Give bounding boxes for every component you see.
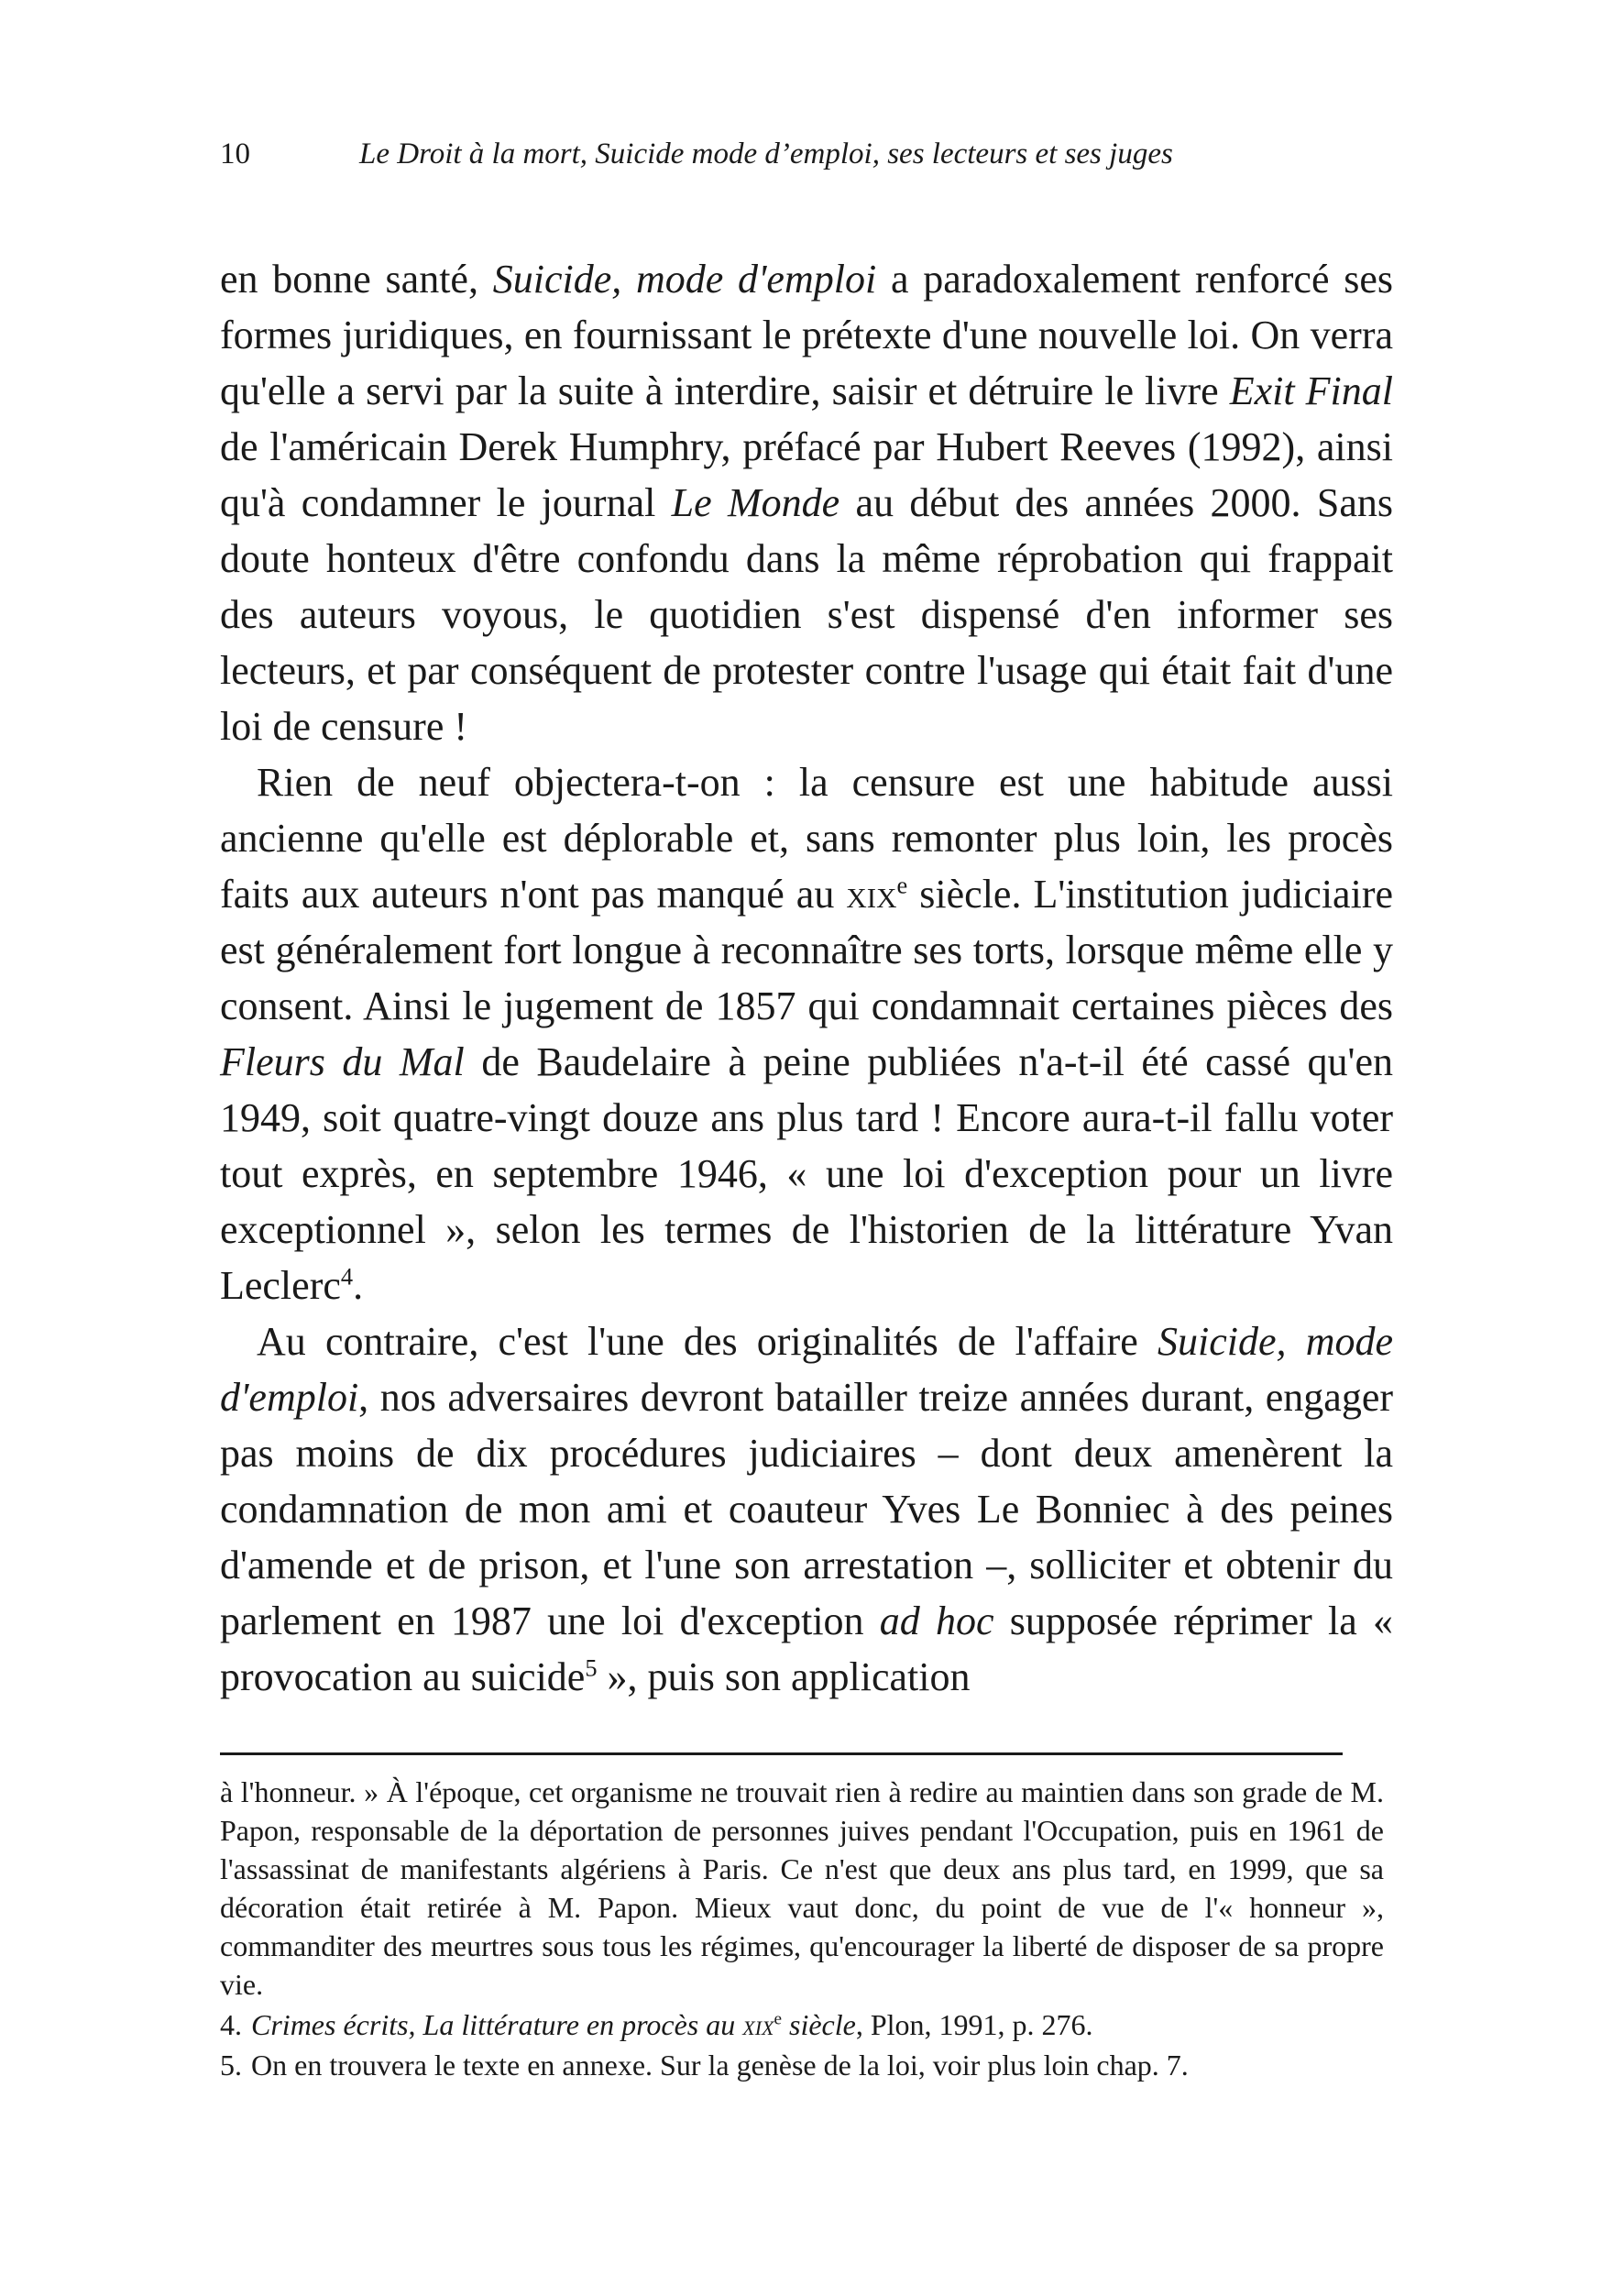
- book-title: Fleurs du Mal: [220, 1039, 465, 1084]
- footnote-continued: à l'honneur. » À l'époque, cet organisme ne trouvait rien à redire au maintien dans son grade de M. Papon, responsable de la déportation de personnes juives pendant l'Occupation, puis en 1961 de l'assassinat de manifestants algériens à Paris. Ce n'est que deux ans plus tard, en 1999, que sa décoration était retirée à M. Papon. Mieux vaut donc, du point de vue de l'« honneur », commanditer des meurtres sous tous les régimes, qu'encourager la liberté de disposer de sa propre vie.: [220, 1775, 1384, 2001]
- book-title: Exit Final: [1229, 368, 1393, 413]
- book-title: Suicide, mode d'emploi: [220, 1319, 1393, 1420]
- footnote-reference-4[interactable]: 4: [340, 1262, 354, 1291]
- latin-phrase: ad hoc: [879, 1598, 994, 1643]
- text-run: au début des années 2000. Sans doute honteux d'être confondu dans la même réprobation qui frappait des auteurs voyous, le quotidien s'est dispensé d'en informer ses lecteurs, et par conséquent de protester contre l'usage qui était fait d'une loi de censure !: [220, 480, 1394, 749]
- footnote-reference-5[interactable]: 5: [585, 1653, 598, 1682]
- body-text: [220, 251, 1393, 1705]
- footnotes: [220, 1773, 1384, 2084]
- century-superscript: e: [774, 2009, 782, 2029]
- newspaper-title: Le Monde: [671, 480, 840, 525]
- footnote-citation: , Plon, 1991, p. 276.: [855, 2008, 1093, 2041]
- footnote-number: 5.: [220, 2049, 242, 2082]
- text-run: a paradoxalement renforcé ses formes juridiques, en fournissant le prétexte d'une nouvelle loi. On verra qu'elle a servi par la suite à interdire, saisir et détruire le livre: [220, 257, 1394, 413]
- century-numeral: xix: [742, 2008, 774, 2041]
- footnote-text: On en trouvera le texte en annexe. Sur la genèse de la loi, voir plus loin chap. 7.: [251, 2049, 1189, 2082]
- text-run: .: [353, 1263, 364, 1308]
- paragraph-1: [220, 251, 1393, 754]
- text-run: en bonne santé,: [220, 257, 493, 302]
- page-number: 10: [220, 137, 250, 170]
- paragraph-2: [220, 754, 1393, 1313]
- footnote-number: 4.: [220, 2008, 242, 2041]
- running-title: Le Droit à la mort, Suicide mode d’emploi, ses lecteurs et ses juges: [359, 137, 1173, 170]
- footnote-4: [220, 2005, 1384, 2044]
- footnote-title: Crimes écrits, La littérature en procès au: [251, 2008, 743, 2041]
- footnote-divider: [220, 1752, 1343, 1755]
- paragraph-3: [220, 1313, 1393, 1705]
- text-run: supposée réprimer la « provocation au suicide: [220, 1598, 1393, 1699]
- book-title: Suicide, mode d'emploi: [492, 257, 877, 302]
- text-run: de l'américain Derek Humphry, préfacé par Hubert Reeves (1992), ainsi qu'à condamner le journal: [220, 424, 1393, 525]
- footnote-title-end: siècle: [781, 2008, 856, 2041]
- footnote-5: [220, 2046, 1384, 2084]
- text-run: de Baudelaire à peine publiées n'a-t-il été cassé qu'en 1949, soit quatre-vingt douze ans plus tard ! Encore aura-t-il fallu voter tout exprès, en septembre 1946, « une loi d'exception pour un livre exceptionnel », selon les termes de l'historien de la littérature Yvan Leclerc: [220, 1039, 1393, 1308]
- text-run: siècle. L'institution judiciaire est généralement fort longue à reconnaître ses torts, lorsque même elle y consent. Ainsi le jugement de 1857 qui condamnait certaines pièces des: [220, 872, 1393, 1028]
- text-run: Rien de neuf objectera-t-on : la censure est une habitude aussi ancienne qu'elle est déplorable et, sans remonter plus loin, les procès faits aux auteurs n'ont pas manqué au: [220, 760, 1393, 917]
- century-superscript: e: [896, 871, 908, 899]
- text-run: , nos adversaires devront batailler treize années durant, engager pas moins de dix procédures judiciaires – dont deux amenèrent la condamnation de mon ami et coauteur Yves Le Bonniec à des peines d'amende et de prison, et l'une son arrestation –, solliciter et obtenir du parlement en 1987 une loi d'exception: [220, 1375, 1393, 1643]
- text-run: », puis son application: [597, 1654, 971, 1699]
- text-run: Au contraire, c'est l'une des originalités de l'affaire: [257, 1319, 1158, 1364]
- running-head: [220, 137, 1347, 192]
- century-numeral: xix: [846, 872, 897, 917]
